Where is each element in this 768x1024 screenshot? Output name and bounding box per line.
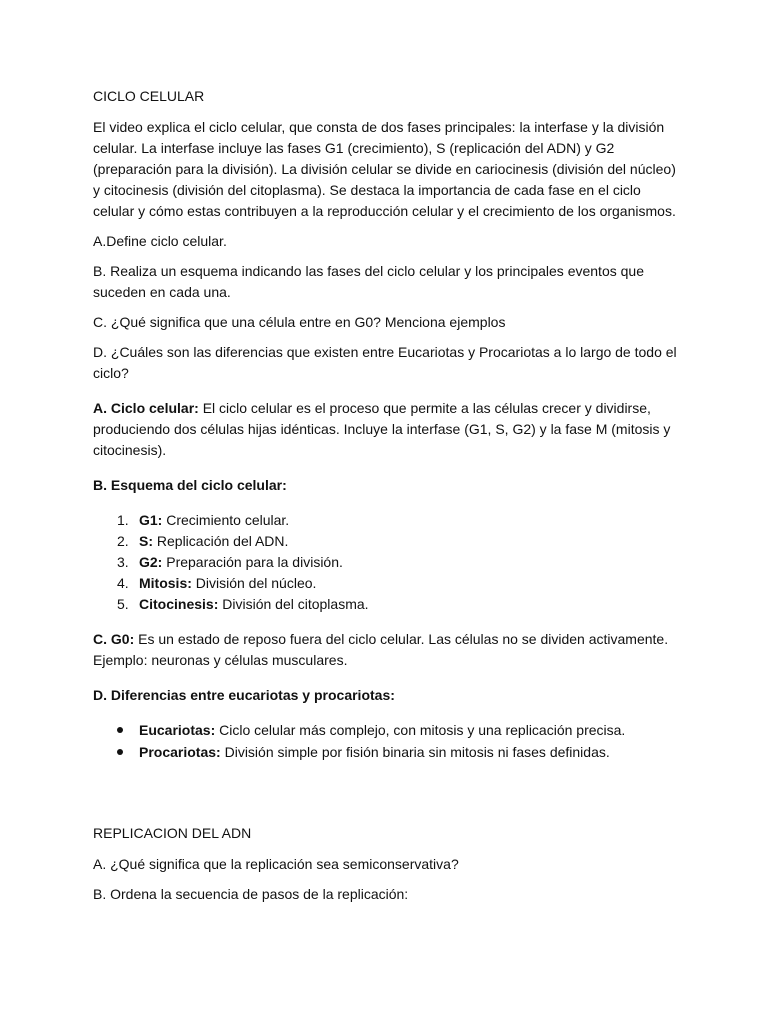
step-text: Preparación para la división. — [162, 554, 343, 570]
step-number: 4. — [117, 575, 129, 591]
step-label: Citocinesis: — [139, 596, 219, 612]
list-item — [93, 510, 683, 531]
step-text: Crecimiento celular. — [162, 512, 290, 528]
answer-c-text: Es un estado de reposo fuera del ciclo celular. Las células no se dividen activamente. Ejemplo: neuronas y células musculares. — [93, 631, 669, 668]
replication-question-b: B. Ordena la secuencia de pasos de la replicación: — [93, 886, 409, 902]
answer-c-label: C. G0: — [93, 631, 135, 647]
question-c: C. ¿Qué significa que una célula entre en G0? Menciona ejemplos — [93, 314, 506, 330]
step-number: 2. — [117, 533, 129, 549]
answer-d-heading-text: D. Diferencias entre eucariotas y procariotas: — [93, 687, 395, 703]
step-text: División del núcleo. — [191, 575, 317, 591]
question-b: B. Realiza un esquema indicando las fases del ciclo celular y los principales eventos que suceden en cada una. — [93, 263, 644, 300]
step-text: Replicación del ADN. — [153, 533, 289, 549]
answer-c — [93, 629, 683, 671]
question-d: D. ¿Cuáles son las diferencias que existen entre Eucariotas y Procariotas a lo largo de todo el ciclo? — [93, 344, 677, 381]
list-item — [93, 531, 683, 552]
replication-question-a: A. ¿Qué significa que la replicación sea semiconservativa? — [93, 856, 459, 872]
answer-b-heading — [93, 475, 683, 496]
bullet-text: Ciclo celular más complejo, con mitosis y una replicación precisa. — [215, 722, 626, 738]
answer-a — [93, 398, 683, 461]
step-number: 1. — [117, 512, 129, 528]
answer-a-label: A. Ciclo celular: — [93, 400, 199, 416]
answer-a-text: El ciclo celular es el proceso que permite a las células crecer y dividirse, produciendo dos células hijas idénticas. Incluye la interfase (G1, S, G2) y la fase M (mitosis y citocinesis). — [93, 400, 671, 458]
step-number: 5. — [117, 596, 129, 612]
differences-list — [93, 720, 683, 763]
bullet-label: Procariotas: — [139, 744, 221, 760]
list-item — [93, 720, 683, 741]
answer-b-heading-text: B. Esquema del ciclo celular: — [93, 477, 287, 493]
intro-paragraph: El video explica el ciclo celular, que consta de dos fases principales: la interfase y la división celular. La interfase incluye las fases G1 (crecimiento), S (replicación del ADN) y G2 (preparación para la división). La división celular se divide en cariocinesis (división del núcleo) y citocinesis (división del citoplasma). Se destaca la importancia de cada fase en el ciclo celular y cómo estas contribuyen a la reproducción celular y el crecimiento de los organismos. — [93, 119, 676, 219]
bullet-icon — [93, 742, 139, 763]
list-item — [93, 742, 683, 763]
list-item — [93, 594, 683, 615]
bullet-icon — [93, 720, 139, 741]
bullet-text: División simple por fisión binaria sin mitosis ni fases definidas. — [220, 744, 610, 760]
step-label: G2: — [139, 554, 163, 570]
bullet-label: Eucariotas: — [139, 722, 216, 738]
step-label: Mitosis: — [139, 575, 192, 591]
answer-d-heading — [93, 685, 683, 706]
step-number: 3. — [117, 554, 129, 570]
step-label: S: — [139, 533, 153, 549]
cycle-steps-list — [93, 510, 683, 615]
spacer — [93, 764, 683, 823]
section-title-ciclo-celular: CICLO CELULAR — [93, 88, 205, 104]
section-title-replicacion: REPLICACION DEL ADN — [93, 825, 252, 841]
document-body — [93, 86, 683, 914]
step-label: G1: — [139, 512, 163, 528]
step-text: División del citoplasma. — [218, 596, 369, 612]
list-item — [93, 552, 683, 573]
question-a: A.Define ciclo celular. — [93, 233, 227, 249]
list-item — [93, 573, 683, 594]
